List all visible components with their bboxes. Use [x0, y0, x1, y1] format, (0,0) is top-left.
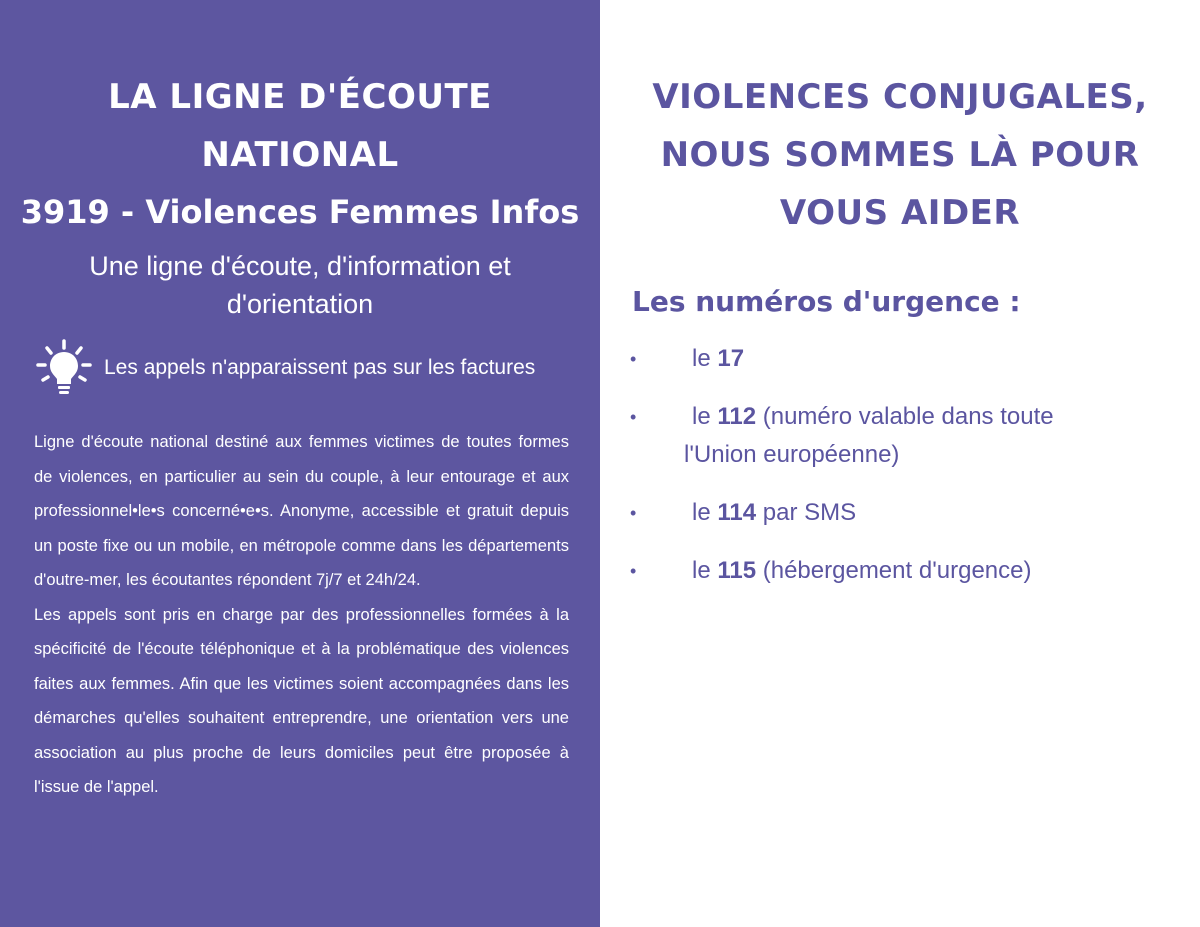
panel-service-name: 3919 - Violences Femmes Infos	[20, 193, 580, 231]
bullet-icon: •	[630, 349, 637, 369]
emergency-panel	[600, 0, 1200, 927]
description-paragraph-1: Ligne d'écoute national destiné aux femmes victimes de toutes formes de violences, en particulier au sein du couple, à leur entourage et aux professionnel•le•s concerné•e•s. Anonyme, accessible et gratuit depuis un poste fixe ou un mobile, en métropole comme dans les départements d'outre-mer, les écoutantes répondent 7j/7 et 24h/24.	[34, 433, 569, 589]
panel-subtitle-line-1: Une ligne d'écoute, d'information et	[89, 251, 511, 281]
item-suffix: (hébergement d'urgence)	[756, 557, 1032, 584]
item-prefix: le	[692, 557, 718, 584]
list-item	[626, 340, 1166, 378]
panel-subtitle	[40, 247, 560, 323]
emergency-title-line-2: NOUS SOMMES LÀ POUR	[660, 135, 1140, 175]
description	[34, 425, 569, 805]
item-prefix: le	[692, 345, 718, 372]
list-item	[626, 398, 1166, 474]
bullet-icon: •	[630, 407, 637, 427]
emergency-number: 112	[717, 403, 757, 430]
emergency-number: 17	[717, 345, 745, 372]
emergency-title-line-1: VIOLENCES CONJUGALES,	[652, 77, 1148, 117]
panel-title-line-1: LA LIGNE D'ÉCOUTE	[108, 77, 492, 117]
lightbulb-icon	[36, 339, 92, 397]
list-item	[626, 494, 1166, 532]
item-suffix: par SMS	[756, 499, 857, 526]
tip-text: Les appels n'apparaissent pas sur les factures	[104, 356, 536, 379]
emergency-number: 115	[717, 557, 757, 584]
emergency-number: 114	[717, 499, 757, 526]
item-prefix: le	[692, 403, 718, 430]
item-suffix: (numéro valable dans toute	[756, 403, 1054, 430]
tip-row	[36, 338, 576, 398]
emergency-numbers-list	[626, 340, 1166, 610]
emergency-title	[600, 68, 1200, 242]
bullet-icon: •	[630, 561, 637, 581]
panel-subtitle-line-2: d'orientation	[226, 289, 374, 319]
emergency-title-line-3: VOUS AIDER	[779, 193, 1021, 233]
item-continuation: l'Union européenne)	[684, 441, 900, 468]
item-prefix: le	[692, 499, 718, 526]
emergency-heading: Les numéros d'urgence :	[632, 285, 1021, 318]
panel-title-line-2: NATIONAL	[201, 135, 399, 175]
list-item	[626, 552, 1166, 590]
description-paragraph-2: Les appels sont pris en charge par des professionnelles formées à la spécificité de l'écoute téléphonique et à la problématique des violences faites aux femmes. Afin que les victimes soient accompagnées dans les démarches qu'elles souhaitent entreprendre, une orientation vers une association au plus proche de leurs domiciles peut être proposée à l'issue de l'appel.	[34, 605, 569, 796]
bullet-icon: •	[630, 503, 637, 523]
panel-title	[0, 68, 600, 184]
